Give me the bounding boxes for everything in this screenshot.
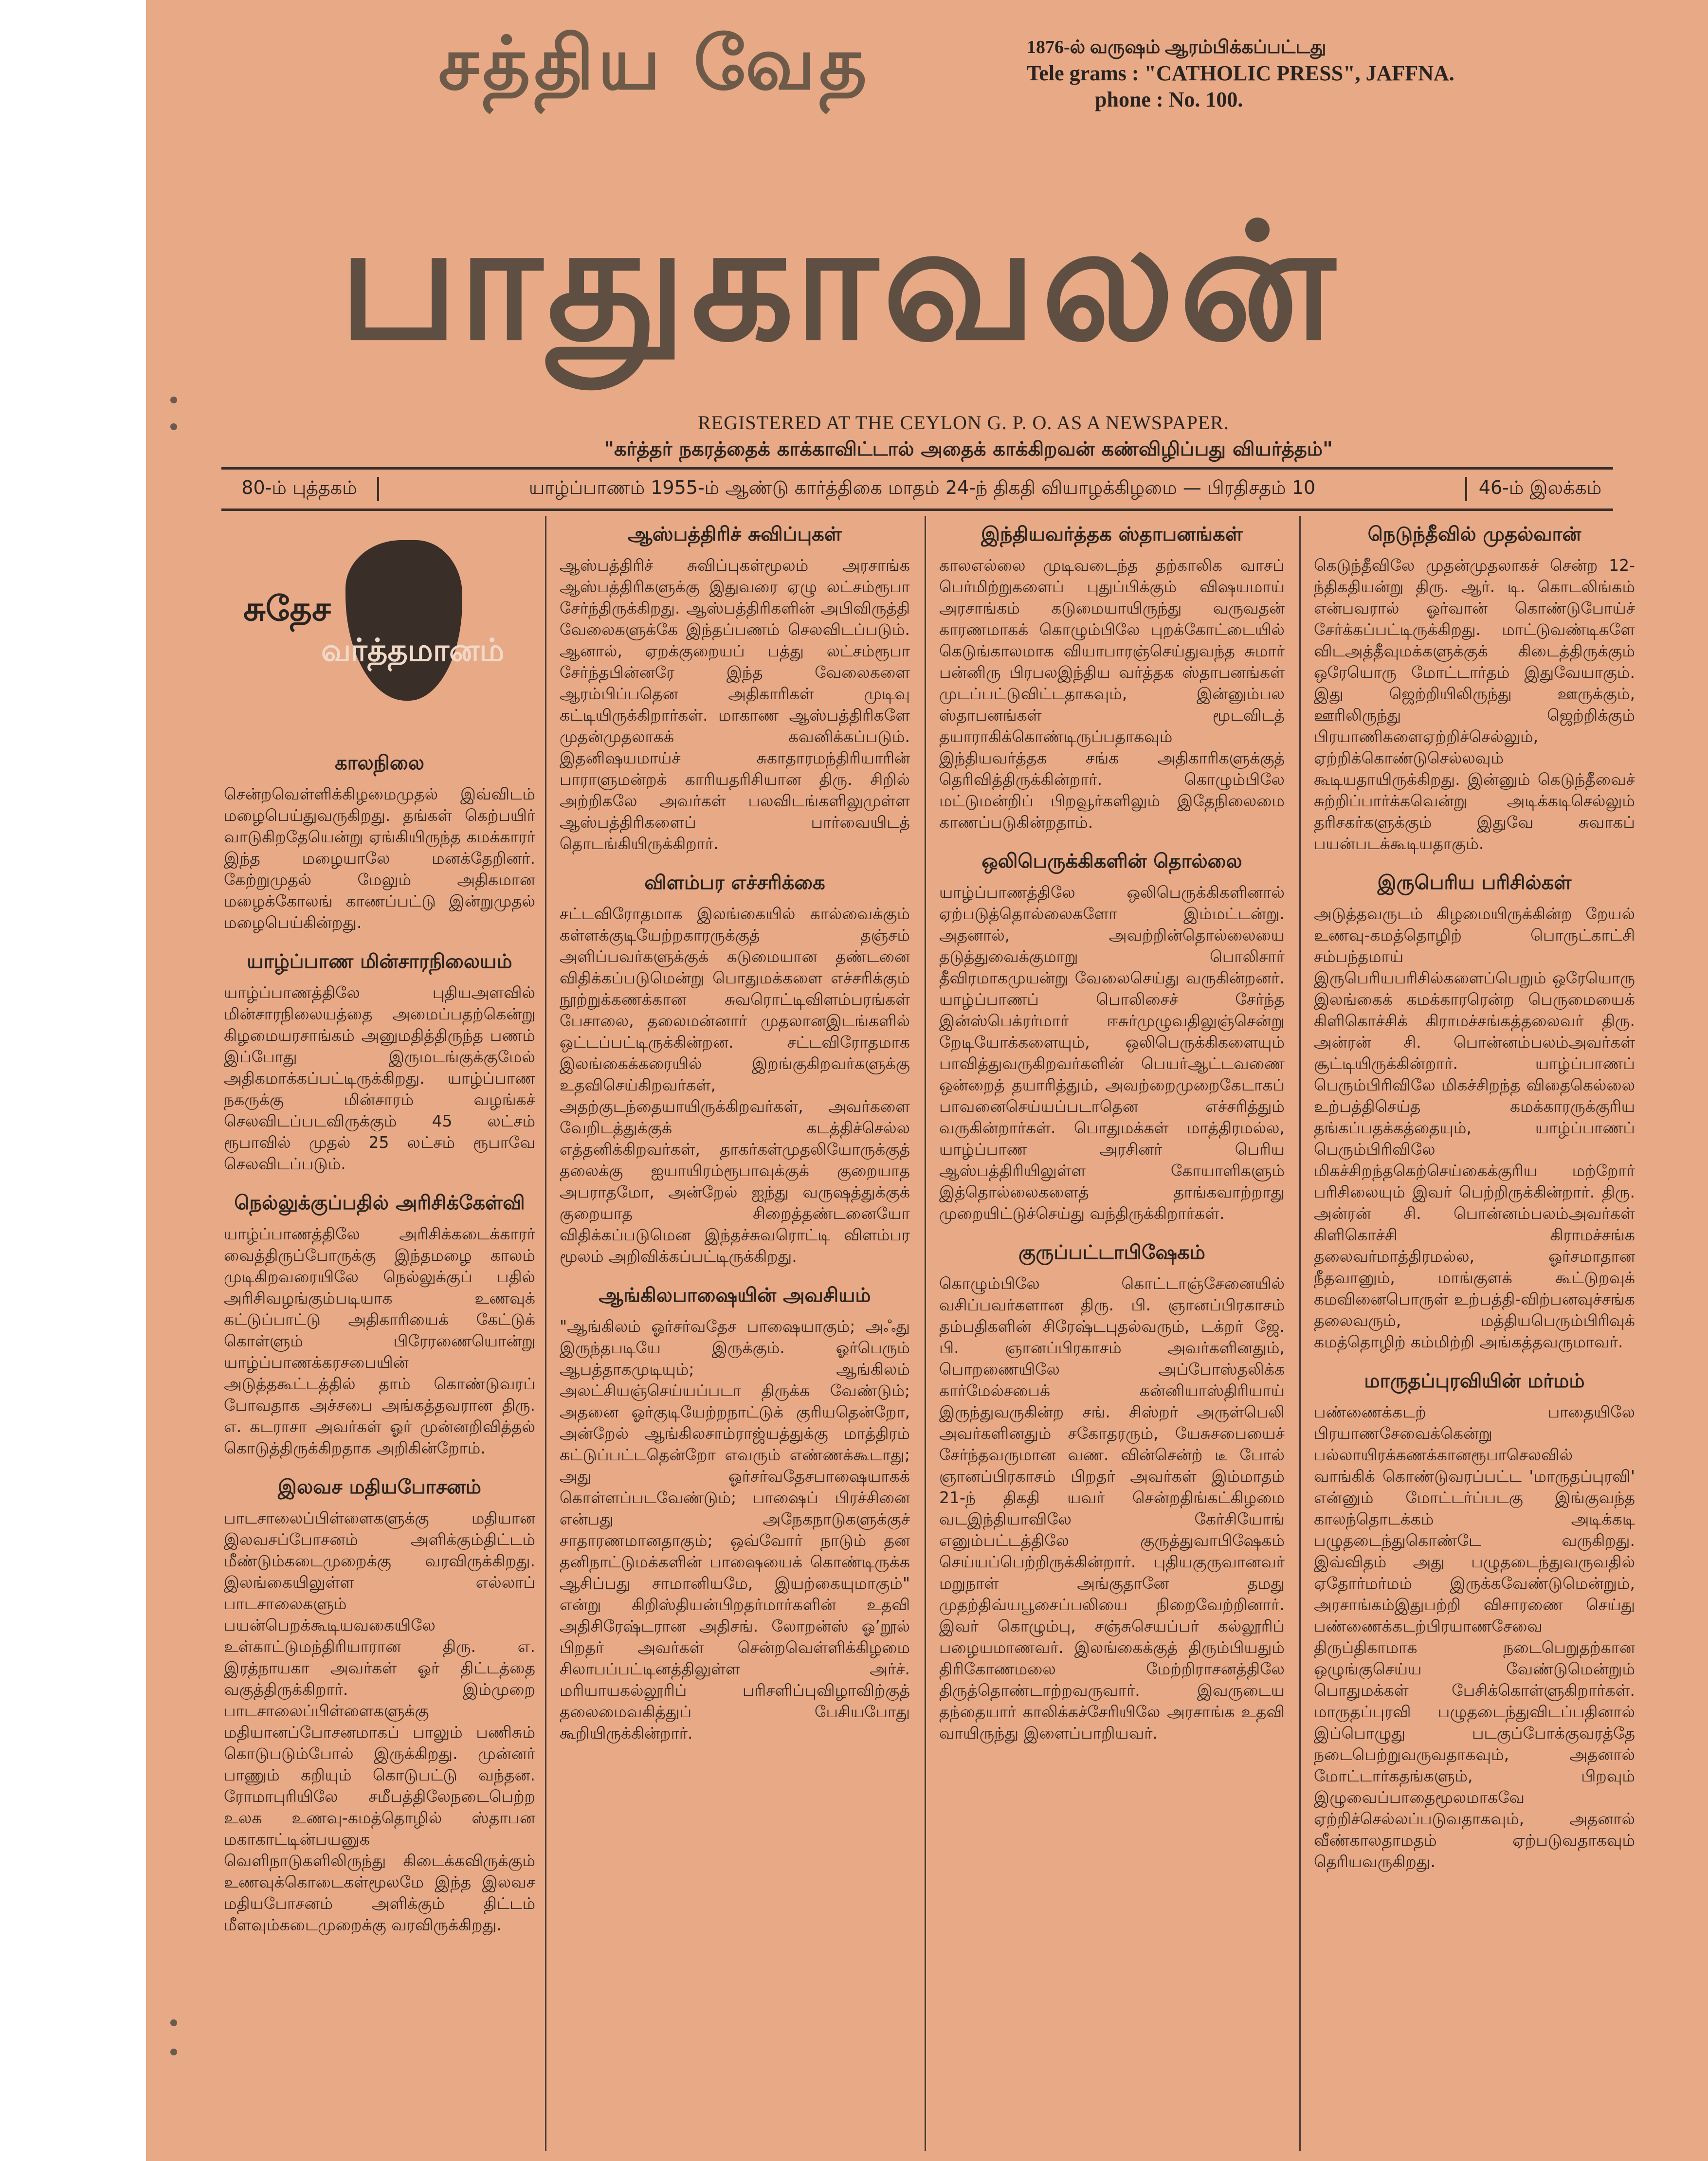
sri-lanka-map-icon [345, 540, 462, 701]
article-body: பாடசாலைப்பிள்ளைகளுக்கு மதியான இலவசப்போசனம் அளிக்கும்திட்டம் மீண்டும்கடைமுறைக்கு வரவிருக்கிறது. இலங்கையிலுள்ள எல்லாப் பாடசாலைகளும் பயன்பெறக்கூடியவகையிலே உள்காட்டுமந்திரியாரான திரு. எ. இரத்நாயகா அவர்கள் ஓர் திட்டத்தை வகுத்திருக்கிறார். இம்முறை பாடசாலைப்பிள்ளைகளுக்கு மதியானப்போசனமாகப் பாலும் பணிசும் கொடுபடும்போல் இருக்கிறது. முன்னர் பாணும் கறியும் கொடுபட்டு வந்தன. ரோமாபுரியிலே சமீபத்திலேநடைபெற்ற உலக உணவு-கமத்தொழில் ஸ்தாபன மகாகாட்டின்பயனுக வெளிநாடுகளிலிருந்து கிடைக்கவிருக்கும் உணவுக்கொடைகள்மூலமே இந்த இலவச மதியபோசனம் அளிக்கும் திட்டம் மீளவும்கடைமுறைக்கு வரவிருக்கிறது. [224, 1508, 535, 1934]
registration-line: REGISTERED AT THE CEYLON G. P. O. AS A NEWSPAPER. [698, 412, 1229, 434]
article [1314, 1367, 1635, 1872]
article-body: யாழ்ப்பாணத்திலே ஒலிபெருக்கிகளினால் ஏற்படுத்தொல்லைகளோ இம்மட்டன்று. அதனால், அவற்றின்தொல்லையை தடுத்துவைக்குமாறு பொலிசார் தீவிரமாகமுயன்று வேலைசெய்து வருகின்றனர். யாழ்ப்பாணப் பொலிசைச் சேர்ந்த இன்ஸ்பெக்ரர்மார் ஈசுர்முழுவதிலுஞ்சென்று றேடியோக்களையும், ஒலிபெருக்கிகளையும் பாவித்துவருகிறவர்களின் பெயர்ஆட்டவணை ஒன்றைத் தயாரித்தும், அவற்றைமுறைகேடாகப் பாவனைசெய்யப்படாதென எச்சரித்தும் வருகின்றார்கள். பொதுமக்கள் மாத்திரமல்ல, யாழ்ப்பாண அரசினர் பெரிய ஆஸ்பத்திரியிலுள்ள கோயாளிகளும் இத்தொல்லைகளைத் தாங்கவாற்றாது முறையிட்டுச்செய்து வந்திருக்கிறார்கள். [939, 883, 1285, 1223]
article [224, 1473, 535, 1936]
article-heading: மாருதப்புரவியின் மர்மம் [1364, 1370, 1585, 1392]
article [224, 749, 535, 933]
article [939, 848, 1285, 1224]
article-body: பண்ணைக்கடற் பாதையிலே பிரயாணசேவைக்கென்று பல்லாயிரக்கணக்கானரூபாசெலவில் வாங்கிக் கொண்டுவரப்பட்ட 'மாருதப்புரவி' என்னும் மோட்டர்ப்படகு இங்குவந்த காலந்தொடக்கம் அடிக்கடி பழுதடைந்துகொண்டே வருகிறது. இவ்விதம் அது பழுதடைந்துவருவதில் ஏதோர்மர்மம் இருக்கவேண்டுமென்றும், அரசாங்கம்இதுபற்றி விசாரணை செய்து பண்ணைக்கடற்பிரயாணசேவை திருப்திகாமாக நடைபெறுதற்கான ஒழுங்குசெய்ய வேண்டுமென்றும் பொதுமக்கள் பேசிக்கொள்ளுகிறார்கள். மாருதப்புரவி பழுதடைந்துவிடப்பதினால் இப்பொழுது படகுப்போக்குவரத்தே நடைபெற்றுவருவதாகவும், அதனால் மோட்டார்கதங்களும், பிறவும் இழுவைப்பாதைமூலமாகவே ஏற்றிச்செல்லப்படுவதாகவும், அதனால் வீண்காலதாமதம் ஏற்படுவதாகவும் தெரியவருகிறது. [1314, 1402, 1635, 1871]
article-body: "ஆங்கிலம் ஓர்சர்வதேச பாஷையாகும்; அஃது இருந்தபடியே இருக்கும். ஓர்பெரும் ஆபத்தாகமுடியும்; ஆங்கிலம் அலட்சியஞ்செய்யப்படா திருக்க வேண்டும்; அதனை ஓர்குடியேற்றநாட்டுக் குரியதென்றோ, அன்றேல் ஆங்கிலசாம்ராஜ்யத்துக்கு மாத்திரம் கட்டுப்பட்டதென்றோ எவரும் எண்ணக்கூடாது; அது ஓர்சர்வதேசபாஷையாகக் கொள்ளப்படவேண்டும்; பாஷைப் பிரச்சினை என்பது அநேகநாடுகளுக்குச் சாதாரணமானதாகும்; ஒவ்வோர் நாடும் தன தனிநாட்டுமக்களின் பாஷையைக் கொண்டிருக்க ஆசிப்பது சாமானியமே, இயற்கையுமாகும்" என்று கிறிஸ்தியன்பிறதர்மார்களின் உதவி அதிசிரேஷ்டரான அதிசங். லோறன்ஸ் ஓ’றூல் பிறதர் அவர்கள் சென்றவெள்ளிக்கிழமை சிலாபப்பட்டினத்திலுள்ள அர்ச். மரியாயகல்லூரிப் பரிசளிப்புவிழாவிற்குத் தலைமைவகித்துப் பேசியபோது கூறியிருக்கின்றார். [560, 1317, 910, 1743]
article-heading: விளம்பர எச்சரிக்கை [644, 872, 825, 894]
section-logo [224, 521, 535, 720]
article-heading: நெல்லுக்குப்பதில் அரிசிக்கேள்வி [234, 1192, 525, 1214]
article-heading: ஆங்கிலபாஷையின் அவசியம் [599, 1284, 871, 1307]
article [560, 1282, 910, 1744]
column-1 [224, 521, 535, 1950]
issue-number: 46-ம் இலக்கம் [1465, 477, 1613, 501]
telephone-line: phone : No. 100. [1095, 88, 1243, 111]
publication-info [1027, 34, 1465, 113]
article [1314, 521, 1635, 854]
article-heading: ஆஸ்பத்திரிச் சுவிப்புகள் [628, 523, 842, 545]
article-body: கொழும்பிலே கொட்டாஞ்சேனையில் வசிப்பவர்களான திரு. பி. ஞானப்பிரகாசம் தம்பதிகளின் சிரேஷ்டபுதல்வரும், டக்றர் ஜே. பி. ஞானப்பிரகாசம் அவர்களினதும், பொறணையிலே அப்போஸ்தலிக்க கார்மேல்சபைக் கன்னியாஸ்திரியாய் இருந்துவருகின்ற சங். சிஸ்றர் அருள்பெலி அவர்களினதும் சகோதரரும், யேசுசபையைச் சேர்ந்தவருமான வண. வின்சென்ற் டீ போல் ஞானப்பிரகாசம் பிறதர் அவர்கள் இம்மாதம் 21-ந் திகதி யவர் சென்றதிங்கட்கிழமை வடஇந்தியாவிலே கேர்சியோங் எனும்பட்டத்திலே குருத்துவாபிஷேகம் செய்யப்பெற்றிருக்கின்றார். புதியகுருவானவர் மறுநாள் அங்குதானே தமது முதற்திவ்யபூசைப்பலியை நிறைவேற்றினார். இவர் கொழும்பு, சஞ்சுசெயப்பர் கல்லூரிப் பழையமாணவர். இலங்கைக்குத் திரும்பியதும் திரிகோணமலை மேற்றிராசனத்திலே திருத்தொண்டாற்றவருவார். இவருடைய தந்தையார் காலிக்கச்சேரியிலே அரசாங்க உதவி வாயிருந்து இளைப்பாறியவர். [939, 1274, 1285, 1743]
article [560, 521, 910, 854]
column-2 [560, 521, 910, 1759]
column-4 [1314, 521, 1635, 1887]
article-body: அடுத்தவருடம் கிழமையிருக்கின்ற றேயல் உணவு-கமத்தொழிற் பொருட்காட்சி சம்பந்தமாய் இருபெரியபரிசில்களைப்பெறும் ஒரேயொரு இலங்கைக் கமக்காரரென்ற பெருமையைக் கிளிகொச்சிக் கிராமச்சங்கத்தலைவர் திரு. அன்ரன் சி. பொன்னம்பலம்அவர்கள் சூட்டியிருக்கின்றார். யாழ்ப்பாணப் பெரும்பிரிவிலே மிகச்சிறந்த விதைகெல்லை உற்பத்திசெய்த கமக்காரருக்குரிய தங்கப்பதக்கத்தையும், யாழ்ப்பாணப் பெரும்பிரிவிலே மிகச்சிறந்தகெற்செய்கைக்குரிய மற்றோர் பரிசிலையும் இவர் பெற்றிருக்கின்றார். திரு. அன்ரன் சி. பொன்னம்பலம்அவர்கள் கிளிகொச்சி கிராமச்சங்க தலைவர்மாத்திரமல்ல, ஓர்சமாதான நீதவானும், மாங்குளக் கூட்டுறவுக் கமவினைபொருள் உற்பத்தி-விற்பனவுச்சங்க தலைவரும், மத்தியபெரும்பிரிவுக் கமத்தொழிற் கம்மிற்றி அங்கத்தவருமாவர். [1314, 904, 1635, 1351]
article-heading: இருபெரிய பரிசில்கள் [1377, 872, 1572, 894]
logo-text-line2: வர்த்தமானம் [321, 633, 505, 669]
volume-number: 80-ம் புத்தகம் [221, 477, 379, 501]
article-heading: இலவச மதியபோசனம் [278, 1476, 481, 1498]
article-body: கெடுந்தீவிலே முதன்முதலாகச் சென்ற 12-ந்திகதியன்று திரு. ஆர். டி. கொடலிங்கம் என்பவரால் ஓர்வான் கொண்டுபோய்ச் சேர்க்கப்பட்டிருக்கிறது. மாட்டுவண்டிகளே விடஅத்தீவுமக்களுக்குக் கிடைத்திருக்கும் ஒரேயொரு மோட்டார்தம் இதுவேயாகும். இது ஜெற்றியிலிருந்து ஊருக்கும், ஊரிலிருந்து ஜெற்றிக்கும் பிரயாணிகளைஏற்றிச்செல்லும், ஏற்றிக்கொண்டுசெல்லவும் கூடியதாயிருக்கிறது. இன்னும் கெடுந்தீவைச் சுற்றிப்பார்க்கவென்று அடிக்கடிசெல்லும் தரிசகர்களுக்கும் இதுவே சுவாகப் பயன்படக்கூடியதாகும். [1314, 556, 1635, 853]
column-rule [925, 516, 926, 2151]
article [560, 869, 910, 1267]
article-body: யாழ்ப்பாணத்திலே புதியஅளவில் மின்சாரநிலையத்தை அமைப்பதற்கென்று கிழமையரசாங்கம் அனுமதித்திருந்த பணம் இப்போது இருமடங்குக்குமேல் அதிகமாக்கப்பட்டிருக்கிறது. யாழ்ப்பாண நகருக்கு மின்சாரம் வழங்கச் செலவிடப்படவிருக்கும் 45 லட்சம் ரூபாவில் முதல் 25 லட்சம் ரூபாவே செலவிடப்படும். [224, 983, 535, 1173]
logo-text-line1: சுதேச [243, 589, 331, 629]
article [224, 1189, 535, 1459]
article-body: சென்றவெள்ளிக்கிழமைமுதல் இவ்விடம் மழைபெய்துவருகிறது. தங்கள் கெற்பயிர் வாடுகிறதேயென்று ஏங்கியிருந்த கமக்காரர் இந்த மழையாலே மனக்தேறினர். கேற்றுமுதல் மேலும் அதிகமான மழைக்கோலங் காணப்பட்டு இன்றுமுதல் மழைபெய்கின்றது. [224, 784, 535, 932]
column-rule [545, 516, 546, 2151]
article-heading: குருப்பட்டாபிஷேகம் [1018, 1241, 1205, 1264]
dateline-bar [221, 467, 1613, 511]
column-rule [1299, 516, 1301, 2151]
column-3 [939, 521, 1285, 1759]
article [224, 948, 535, 1175]
article-heading: இந்தியவர்த்தக ஸ்தாபனங்கள் [981, 523, 1243, 545]
article-heading: காலநிலை [335, 752, 424, 774]
article [939, 1239, 1285, 1744]
article [1314, 869, 1635, 1353]
article-body: காலஎல்லை முடிவடைந்த தற்காலிக வாசப் பெர்மிற்றுகளைப் புதுப்பிக்கும் விஷயமாய் அரசாங்கம் கடுமையாயிருந்து வருவதன் காரணமாகக் கொழும்பிலே புறக்கோட்டையில் கெடுங்காலமாக வியாபாரஞ்செய்துவந்த சுமார் பன்னிரு பிரபலஇந்திய வர்த்தக ஸ்தாபனங்கள் முடப்பட்டுவிட்டதாகவும், இன்னும்பல ஸ்தாபனங்கள் மூடவிடத் தயாராகிக்கொண்டிருப்பதாகவும் இந்தியவர்த்தக சங்க அதிகாரிகளுக்குத் தெரிவித்திருக்கின்றார். கொழும்பிலே மட்டுமன்றிப் பிறவூர்களிலும் இதேநிலைமை காணப்படுகின்றதாம். [939, 556, 1285, 832]
article-body: சட்டவிரோதமாக இலங்கையில் கால்வைக்கும் கள்ளக்குடியேற்றகாரருக்குத் தஞ்சம் அளிப்பவர்களுக்குக் கடுமையான தண்டனை விதிக்கப்படுமென்று பொதுமக்களை எச்சரிக்கும் நூற்றுக்கணக்கான சுவரொட்டிவிளம்பரங்கள் பேசாலை, தலைமன்னார் முதலானஇடங்களில் ஒட்டப்பட்டிருக்கின்றன. சட்டவிரோதமாக இலங்கைக்கரையில் இறங்குகிறவர்களுக்கு உதவிசெய்கிறவர்கள், அதற்குடந்தையாயிருக்கிறவர்கள், அவர்களை வேறிடத்துக்குக் கடத்திச்செல்ல எத்தனிக்கிறவர்கள், தாகர்கள்முதலியோருக்குத் தலைக்கு ஐயாயிரம்ரூபாவுக்குக் குறையாத அபராதமோ, அன்றேல் ஐந்து வருஷத்துக்குக் குறையாத சிறைத்தண்டனையோ விதிக்கப்படுமென இந்தச்சுவரொட்டி விளம்பர மூலம் அறிவிக்கப்பட்டிருக்கிறது. [560, 904, 910, 1266]
article-body: ஆஸ்பத்திரிச் சுவிப்புகள்மூலம் அரசாங்க ஆஸ்பத்திரிகளுக்கு இதுவரை ஏழு லட்சம்ரூபா சேர்ந்திருக்கிறது. ஆஸ்பத்திரிகளின் அபிவிருத்தி வேலைகளுக்கே இந்தப்பணம் செலவிடப்படும். ஆனால், ஏறக்குறையப் பத்து லட்சம்ரூபா சேர்ந்தபின்னரே இந்த வேலைகளை ஆரம்பிப்பதென அதிகாரிகள் முடிவு கட்டியிருக்கிறார்கள். மாகாண ஆஸ்பத்திரிகளே முதன்முதலாகக் கவனிக்கப்படும். இதனிஷயமாய்ச் சுகாதாரமந்திரியாரின் பாராளுமன்றக் காரியதரிசியான திரு. சிறில் அற்றிகலே அவர்கள் பலவிடங்களிலுமுள்ள ஆஸ்பத்திரிகளைப் பார்வையிடத் தொடங்கியிருக்கிறார். [560, 556, 910, 853]
issue-date: யாழ்ப்பாணம் 1955-ம் ஆண்டு கார்த்திகை மாதம் 24-ந் திகதி வியாழக்கிழமை — பிரதிசதம் 10 [528, 477, 1316, 498]
masthead-title-big: பாதுகாவலன் [339, 189, 1340, 376]
article-heading: நெடுந்தீவில் முதல்வான் [1367, 523, 1581, 545]
article-heading: ஒலிபெருக்கிகளின் தொல்லை [981, 850, 1242, 872]
article-body: யாழ்ப்பாணத்திலே அரிசிக்கடைக்காரர் வைத்திருப்போருக்கு இந்தமழை காலம் முடிகிறவரையிலே நெல்லுக்குப் பதில் அரிசிவழங்கும்படியாக உணவுக் கட்டுப்பாட்டு அதிகாரியைக் கேட்டுக் கொள்ளும் பிரேரணையொன்று யாழ்ப்பாணக்கரசபையின் அடுத்தகூட்டத்தில் தாம் கொண்டுவரப் போவதாக அச்சபை அங்கத்தவரான திரு. எ. கடராசா அவர்கள் ஓர் முன்னறிவித்தல் கொடுத்திருக்கிறதாக அறிகின்றோம். [224, 1224, 535, 1457]
motto: "கர்த்தர் நகரத்தைக் காக்காவிட்டால் அதைக் காக்கிறவன் கண்விழிப்பது வியர்த்தம்" [604, 438, 1333, 460]
founded-line: 1876-ல் வருஷம் ஆரம்பிக்கப்பட்டது [1027, 37, 1326, 57]
article [939, 521, 1285, 833]
article-heading: யாழ்ப்பாண மின்சாரநிலையம் [247, 950, 512, 973]
telegrams-line: Tele grams : "CATHOLIC PRESS", JAFFNA. [1027, 61, 1454, 85]
masthead-title-small: சத்திய வேத [438, 20, 871, 106]
